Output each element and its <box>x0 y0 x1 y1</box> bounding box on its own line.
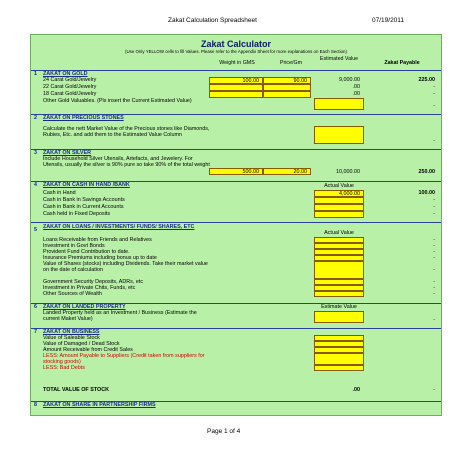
silver-price-input[interactable]: 20.00 <box>263 168 311 175</box>
stones-description: Calculate the nett Market Value of the Precious stones like Diamonds, Rubies, Etc. and add them to the Estimated Value Column <box>43 126 210 138</box>
property-estimate-header: Estimate Value <box>321 304 357 310</box>
gold-24-weight-input[interactable]: 100.00 <box>209 77 263 84</box>
gold-22-value: .00 <box>352 84 360 90</box>
cash-savings-input[interactable] <box>314 197 364 204</box>
col-zakat: Zakat Payable <box>384 60 420 66</box>
section-partnership <box>31 401 441 409</box>
other-wealth-input[interactable] <box>314 291 364 297</box>
section-title: ZAKAT ON LANDED PROPERTY <box>43 304 126 310</box>
cash-fixed-zakat: - <box>433 211 435 217</box>
col-estimated: Estimated Value <box>319 56 359 62</box>
gold-24-price-input[interactable]: 90.00 <box>263 77 311 84</box>
silver-weight-input[interactable]: 500.00 <box>209 168 263 175</box>
section-title: ZAKAT ON GOLD <box>43 71 88 77</box>
loans-friends-label: Loans Receivable from Friends and Relatives <box>43 237 152 243</box>
section-number: 7 <box>34 329 37 335</box>
credit-sales-label: Amount Receivable from Credit Sales <box>43 347 133 353</box>
gold-18-value: .00 <box>352 91 360 97</box>
section-title: ZAKAT ON PRECIOUS STONES <box>43 115 124 121</box>
section-number: 4 <box>34 182 37 188</box>
less-bad-debts-input[interactable] <box>314 365 364 371</box>
total-stock-label: TOTAL VALUE OF STOCK <box>43 387 109 393</box>
landed-property-zakat: - <box>433 317 435 323</box>
gold-24-label: 24 Carat Gold/Jewelry <box>43 77 97 83</box>
private-chits-label: Investment in Private Chits, Funds, etc <box>43 285 136 291</box>
damaged-stock-label: Value of Damaged / Dead Stock <box>43 341 120 347</box>
gold-22-zakat: - <box>433 84 435 90</box>
gold-18-price-input[interactable] <box>263 91 311 98</box>
zakat-sheet <box>30 34 442 416</box>
shares-zakat: - <box>433 267 435 273</box>
section-number: 5 <box>34 227 37 233</box>
stones-zakat: - <box>433 138 435 144</box>
other-wealth-label: Other Sources of Wealth <box>43 291 102 297</box>
silver-description: Include Household Silver Utensils, Artefacts, and Jewelery. For Utensils, usually the silver is 90% pure so take 90% of the total weight <box>43 156 210 168</box>
provident-fund-label: Provident Fund Contribution to date. <box>43 249 130 255</box>
cash-current-input[interactable] <box>314 204 364 211</box>
section-number: 3 <box>34 150 37 156</box>
section-title: ZAKAT ON SHARE IN PARTNERSHIP FIRMS <box>43 402 156 408</box>
section-number: 1 <box>34 71 37 77</box>
landed-property-input[interactable] <box>314 311 364 323</box>
section-number: 6 <box>34 304 37 310</box>
govt-security-label: Government Security Deposits, ADRs, etc <box>43 279 144 285</box>
section-title: ZAKAT ON CASH IN HAND /BANK <box>43 182 130 188</box>
insurance-label: Insurance Premiums including bonus up to date <box>43 255 157 261</box>
gold-22-price-input[interactable] <box>263 84 311 91</box>
section-title: ZAKAT ON SILVER <box>43 150 92 156</box>
section-loans-investments <box>31 222 441 237</box>
document-date: 07/19/2011 <box>372 17 405 24</box>
govt-bonds-label: Investment in Govt Bonds <box>43 243 105 249</box>
document-title: Zakat Calculation Spreadsheet <box>168 17 257 24</box>
cash-savings-label: Cash in Bank in Savings Accounts <box>43 197 125 203</box>
govt-bonds-zakat: - <box>433 243 435 249</box>
page-number: Page 1 of 4 <box>207 428 241 435</box>
total-stock-zakat: - <box>433 387 435 393</box>
shares-label: Value of Shares (stocks) including Dividends. Take their market value on the date of calculation <box>43 261 208 273</box>
section-precious-stones <box>31 114 441 122</box>
insurance-zakat: - <box>433 255 435 261</box>
section-title: ZAKAT ON BUSINESS <box>43 329 100 335</box>
less-suppliers-input[interactable] <box>314 353 364 365</box>
gold-18-zakat: - <box>433 91 435 97</box>
cash-fixed-input[interactable] <box>314 211 364 218</box>
gold-22-weight-input[interactable] <box>209 84 263 91</box>
other-wealth-zakat: - <box>433 291 435 297</box>
cash-fixed-label: Cash held in Fixed Deposits <box>43 211 111 217</box>
cash-current-zakat: - <box>433 204 435 210</box>
loans-friends-zakat: - <box>433 237 435 243</box>
col-price: Price/Gm <box>279 60 303 66</box>
instruction-note: (Use Only YELLOW cells to fill Values. Please refer to the Appendix Sheet for more explanations on Each Section) <box>125 49 347 54</box>
loans-actual-value-header: Actual Value <box>324 230 354 236</box>
cash-in-hand-label: Cash in Hand <box>43 190 76 196</box>
cash-savings-zakat: - <box>433 197 435 203</box>
gold-zakat: 225.00 <box>418 77 435 83</box>
stones-value-input[interactable] <box>314 126 364 144</box>
gold-18-label: 18 Carat Gold/Jewelry <box>43 91 97 97</box>
less-bad-debts-label: LESS: Bad Debts <box>43 365 85 371</box>
provident-fund-zakat: - <box>433 249 435 255</box>
shares-input[interactable] <box>314 261 364 279</box>
cash-actual-value-header: Actual Value <box>324 183 354 189</box>
total-stock-value: .00 <box>352 387 360 393</box>
cash-in-hand-input[interactable]: 4,000.00 <box>314 190 364 197</box>
private-chits-zakat: - <box>433 285 435 291</box>
silver-zakat: 250.00 <box>418 169 435 175</box>
section-cash <box>31 181 441 189</box>
govt-security-zakat: - <box>433 279 435 285</box>
cash-current-label: Cash in Bank in Current Accounts <box>43 204 124 210</box>
gold-18-weight-input[interactable] <box>209 91 263 98</box>
cash-zakat: 100.00 <box>418 190 435 196</box>
calculator-title: Zakat Calculator <box>200 39 272 49</box>
section-number: 8 <box>34 402 37 408</box>
landed-property-label: Landed Property held as an Investment / Business (Estimate the current Maket Value) <box>43 310 197 322</box>
col-weight: Weight in GMS <box>219 60 255 66</box>
section-number: 2 <box>34 115 37 121</box>
gold-other-zakat: - <box>433 103 435 109</box>
gold-22-label: 22 Carat Gold/Jewelry <box>43 84 97 90</box>
gold-other-input[interactable] <box>314 98 364 110</box>
less-suppliers-label: LESS: Amount Payable to Suppliers (Credit taken from suppliers for stocking goods) <box>43 353 205 365</box>
silver-value: 10,000.00 <box>336 169 360 175</box>
section-title: ZAKAT ON LOANS / INVESTMENTS/ FUNDS/ SHARES, ETC <box>43 224 195 230</box>
gold-other-label: Other Gold Valuables. (Pls insert the Current Estimated Value) <box>43 98 192 104</box>
gold-24-value: 9,000.00 <box>339 77 360 83</box>
saleable-stock-label: Value of Saleable Stock <box>43 335 100 341</box>
